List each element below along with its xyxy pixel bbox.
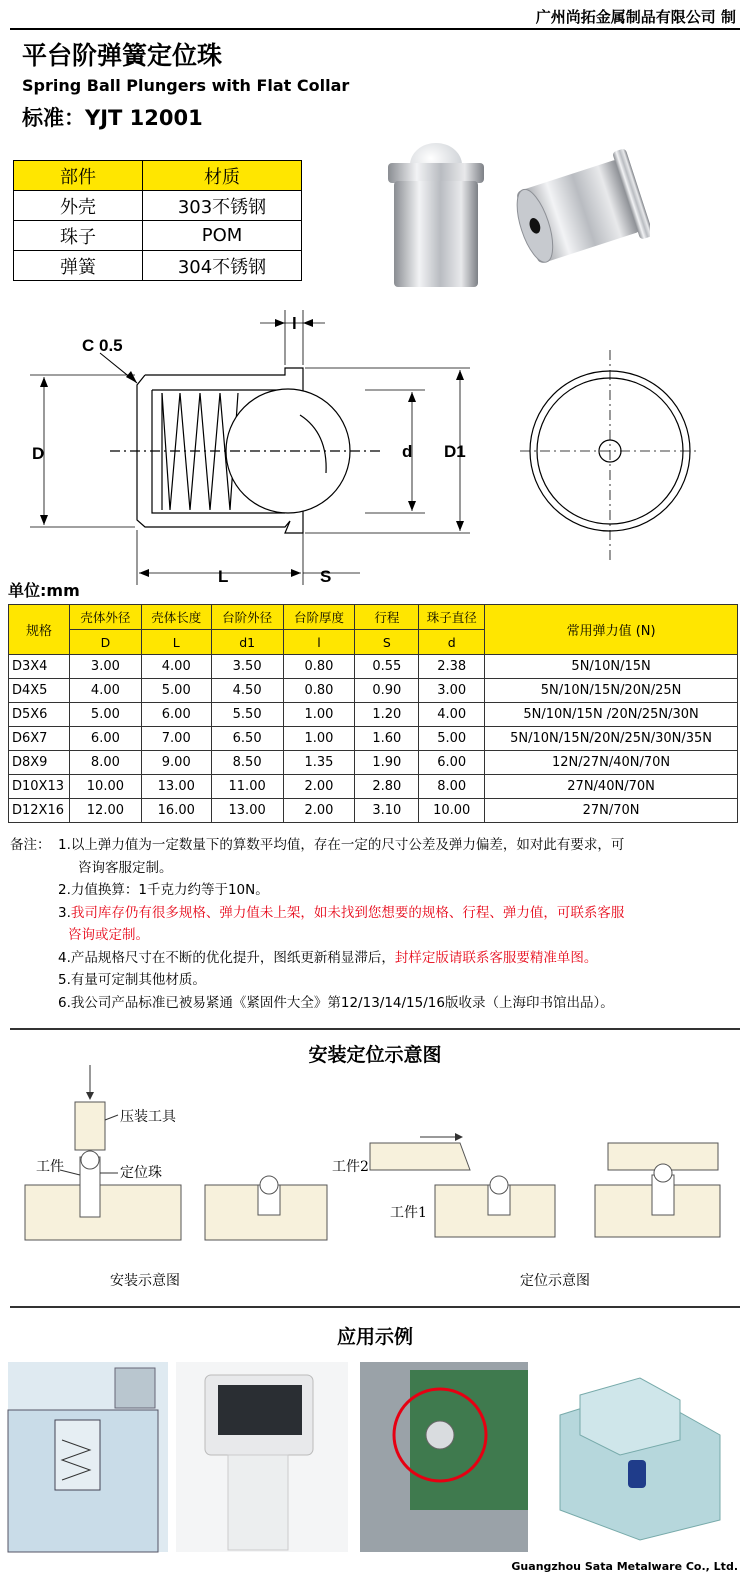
plunger-ball-shape — [490, 1176, 508, 1194]
spec-value-cell: 4.00 — [419, 703, 485, 727]
spec-value-cell: 3.10 — [355, 799, 419, 823]
label-chamfer: C 0.5 — [82, 336, 123, 355]
spec-model-cell: D5X6 — [9, 703, 70, 727]
spec-model-cell: D10X13 — [9, 775, 70, 799]
spec-value-cell: 0.90 — [355, 679, 419, 703]
spec-value-cell: 13.00 — [141, 775, 211, 799]
label-S: S — [320, 567, 332, 586]
spec-value-cell: 10.00 — [69, 775, 141, 799]
label-plunger: 定位珠 — [120, 1165, 162, 1181]
note-item — [10, 947, 740, 970]
company-name: 广州尚拓金属制品有限公司 制 — [535, 8, 736, 26]
label-d: d — [402, 442, 413, 461]
spec-model-cell: D4X5 — [9, 679, 70, 703]
collar-shape — [388, 163, 484, 183]
note-item — [10, 902, 740, 925]
arrowhead — [40, 377, 48, 387]
note-3a: 我司库存仍有很多规格、弹力值未上架，如未找到您想要的规格、行程、弹力值，可联系客服 — [70, 904, 625, 921]
spec-value-cell: 10.00 — [419, 799, 485, 823]
spec-value-cell: 3.00 — [69, 655, 141, 679]
spec-value-cell: 4.00 — [69, 679, 141, 703]
spec-force-cell: 12N/27N/40N/70N — [485, 751, 738, 775]
spec-header-model: 规格 — [9, 605, 70, 655]
arrowhead — [86, 1092, 94, 1100]
spec-header-symbol: l — [283, 630, 355, 655]
spec-model-cell: D12X16 — [9, 799, 70, 823]
spec-force-cell: 5N/10N/15N — [485, 655, 738, 679]
arrowhead — [275, 319, 285, 327]
spec-value-cell: 0.80 — [283, 655, 355, 679]
spec-row — [9, 703, 738, 727]
note-1a: 1.以上弹力值为一定数量下的算数平均值，存在一定的尺寸公差及弹力偏差，如对此有要求，可 — [58, 837, 625, 853]
spec-value-cell: 13.00 — [211, 799, 283, 823]
spec-row — [9, 775, 738, 799]
product-title-en: Spring Ball Plungers with Flat Collar — [22, 76, 350, 95]
spec-row — [9, 799, 738, 823]
spec-model-cell: D6X7 — [9, 727, 70, 751]
material-value: 303不锈钢 — [143, 191, 302, 221]
spec-value-cell: 9.00 — [141, 751, 211, 775]
app1-knob-shape — [115, 1368, 155, 1408]
spec-header-cell: 壳体外径 — [69, 605, 141, 630]
footer-company-en: Guangzhou Sata Metalware Co., Ltd. — [511, 1560, 738, 1573]
arrowhead — [408, 392, 416, 402]
spec-value-cell: 2.80 — [355, 775, 419, 799]
product-standard: 标准：YJT 12001 — [22, 106, 203, 130]
spec-value-cell: 4.00 — [141, 655, 211, 679]
material-header-row — [14, 161, 302, 191]
material-value: 304不锈钢 — [143, 251, 302, 281]
spec-value-cell: 3.00 — [419, 679, 485, 703]
press-tool-shape — [75, 1102, 105, 1150]
spec-value-cell: 5.50 — [211, 703, 283, 727]
spec-row — [9, 751, 738, 775]
material-part: 弹簧 — [14, 251, 143, 281]
spec-header-cell: 行程 — [355, 605, 419, 630]
spec-value-cell: 7.00 — [141, 727, 211, 751]
material-row — [14, 251, 302, 281]
spec-header-cell: 台阶外径 — [211, 605, 283, 630]
spec-header-force: 常用弹力值 (N) — [485, 605, 738, 655]
spec-value-cell: 4.50 — [211, 679, 283, 703]
application-section-title: 应用示例 — [336, 1326, 413, 1348]
spec-body — [9, 655, 738, 823]
material-table — [13, 160, 302, 281]
label-workpiece2: 工件2 — [332, 1159, 369, 1175]
spec-force-cell: 5N/10N/15N /20N/25N/30N — [485, 703, 738, 727]
arrowhead — [291, 569, 301, 577]
material-header-part: 部件 — [14, 161, 143, 191]
install-diagram — [0, 1065, 750, 1245]
app4-plunger-shape — [628, 1460, 646, 1488]
spec-force-cell: 5N/10N/15N/20N/25N — [485, 679, 738, 703]
label-l: l — [292, 314, 297, 333]
arrowhead — [456, 521, 464, 531]
arrowhead — [456, 370, 464, 380]
product-title-cn: 平台阶弹簧定位珠 — [22, 41, 223, 70]
label-workpiece1: 工件1 — [390, 1205, 427, 1221]
spec-value-cell: 2.00 — [283, 775, 355, 799]
arrowhead — [126, 371, 137, 383]
notes-label: 备注： — [10, 837, 51, 853]
plunger-ball-shape — [260, 1176, 278, 1194]
plunger-ball-shape — [81, 1151, 99, 1169]
note-2: 2.力值换算：1千克力约等于10N。 — [58, 882, 269, 898]
spec-model-cell: D8X9 — [9, 751, 70, 775]
note-4b: 封样定版请联系客服要精准单图。 — [394, 949, 598, 966]
spec-value-cell: 5.00 — [141, 679, 211, 703]
spec-value-cell: 0.55 — [355, 655, 419, 679]
label-D: D — [32, 444, 45, 463]
note-5: 5.有量可定制其他材质。 — [58, 972, 206, 988]
arrowhead — [139, 569, 149, 577]
caption-install: 安装示意图 — [110, 1273, 180, 1289]
arrowhead — [408, 501, 416, 511]
spec-header-symbol: L — [141, 630, 211, 655]
material-row — [14, 191, 302, 221]
spec-value-cell: 5.00 — [419, 727, 485, 751]
note-6: 6.我公司产品标准已被易紧通《紧固件大全》第12/13/14/15/16版收录（上海印书馆出品）。 — [58, 994, 614, 1011]
spec-force-cell: 27N/40N/70N — [485, 775, 738, 799]
label-D1: D1 — [444, 442, 466, 461]
install-section-title: 安装定位示意图 — [308, 1044, 442, 1066]
spec-value-cell: 6.50 — [211, 727, 283, 751]
note-1b: 咨询客服定制。 — [78, 859, 173, 876]
app1-plunger-shape — [55, 1420, 100, 1490]
app3-plunger-shape — [426, 1421, 454, 1449]
spec-value-cell: 2.00 — [283, 799, 355, 823]
material-row — [14, 221, 302, 251]
material-part: 外壳 — [14, 191, 143, 221]
spec-value-cell: 6.00 — [141, 703, 211, 727]
spec-header-symbol: S — [355, 630, 419, 655]
spec-value-cell: 12.00 — [69, 799, 141, 823]
spec-value-cell: 1.20 — [355, 703, 419, 727]
spec-header-symbol: D — [69, 630, 141, 655]
note-3b: 咨询或定制。 — [68, 927, 149, 943]
product-photo — [370, 135, 650, 295]
spec-row — [9, 655, 738, 679]
arrowhead — [303, 319, 313, 327]
label-press-tool: 压装工具 — [120, 1109, 176, 1125]
workpiece-shape — [25, 1185, 181, 1240]
spec-value-cell: 2.38 — [419, 655, 485, 679]
notes-section — [10, 834, 740, 1014]
spec-value-cell: 1.00 — [283, 703, 355, 727]
plunger-ball-shape — [654, 1164, 672, 1182]
spec-value-cell: 8.50 — [211, 751, 283, 775]
material-header-material: 材质 — [143, 161, 302, 191]
spec-model-cell: D3X4 — [9, 655, 70, 679]
spec-value-cell: 1.35 — [283, 751, 355, 775]
material-part: 珠子 — [14, 221, 143, 251]
spec-header-cell: 壳体长度 — [141, 605, 211, 630]
spec-value-cell: 0.80 — [283, 679, 355, 703]
spec-value-cell: 11.00 — [211, 775, 283, 799]
app2-screen-shape — [218, 1385, 302, 1435]
arrowhead — [455, 1133, 463, 1141]
spec-header-cell: 珠子直径 — [419, 605, 485, 630]
spec-value-cell: 6.00 — [419, 751, 485, 775]
body-shape — [394, 181, 478, 287]
spec-row — [9, 727, 738, 751]
arrowhead — [40, 515, 48, 525]
note-4a: 4.产品规格尺寸在不断的优化提升，图纸更新稍显滞后， — [58, 949, 395, 966]
spec-force-cell: 5N/10N/15N/20N/25N/30N/35N — [485, 727, 738, 751]
technical-drawing — [0, 305, 750, 590]
label-workpiece: 工件 — [36, 1159, 64, 1175]
spec-value-cell: 1.90 — [355, 751, 419, 775]
section-divider — [10, 1028, 740, 1030]
spec-header-symbol: d — [419, 630, 485, 655]
spec-value-cell: 8.00 — [419, 775, 485, 799]
app2-stand-shape — [228, 1455, 288, 1550]
unit-label: 单位:mm — [8, 581, 80, 600]
material-value: POM — [143, 221, 302, 251]
spec-row — [9, 679, 738, 703]
note-item — [10, 834, 740, 857]
application-images — [0, 1360, 750, 1555]
spec-value-cell: 6.00 — [69, 727, 141, 751]
note-3-number: 3. — [58, 904, 71, 921]
spec-force-cell: 27N/70N — [485, 799, 738, 823]
spec-value-cell: 5.00 — [69, 703, 141, 727]
header-divider — [10, 28, 740, 30]
spec-header-symbol: d1 — [211, 630, 283, 655]
workpiece2-shape — [370, 1143, 470, 1170]
leader-line — [105, 1115, 118, 1120]
spec-header-row — [9, 605, 738, 630]
spec-value-cell: 16.00 — [141, 799, 211, 823]
spec-table — [8, 604, 738, 823]
caption-position: 定位示意图 — [520, 1273, 590, 1289]
spec-header-cell: 台阶厚度 — [283, 605, 355, 630]
spec-value-cell: 8.00 — [69, 751, 141, 775]
spec-value-cell: 1.60 — [355, 727, 419, 751]
spec-value-cell: 3.50 — [211, 655, 283, 679]
label-L: L — [218, 567, 229, 586]
spec-value-cell: 1.00 — [283, 727, 355, 751]
section-divider — [10, 1306, 740, 1308]
